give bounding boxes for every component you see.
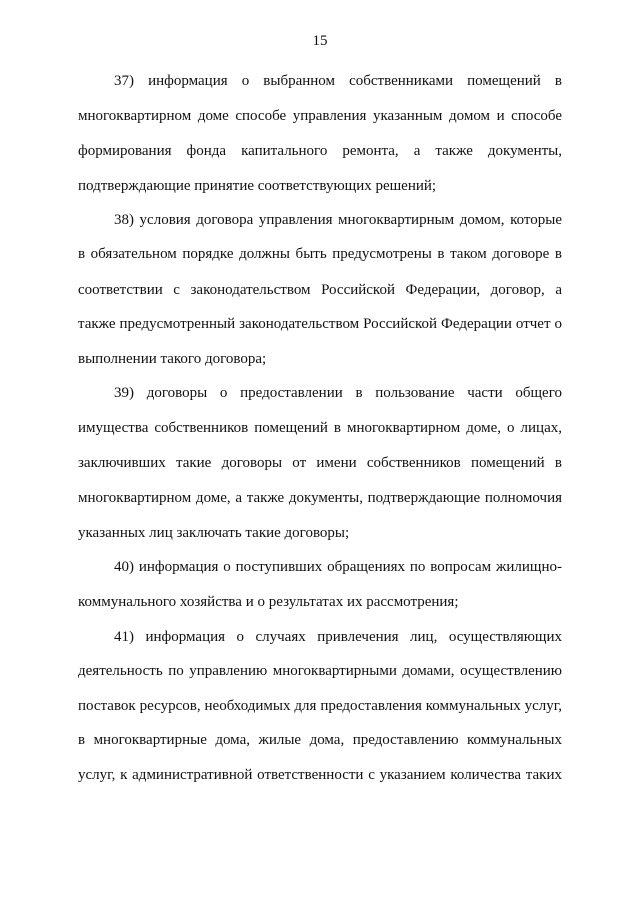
paragraph-39-line: многоквартирном доме, а также документы, подтверждающие полномочия: [78, 490, 562, 506]
paragraph-39-line: 39) договоры о предоставлении в пользование части общего: [114, 385, 562, 401]
paragraph-40-line: коммунального хозяйства и о результатах их рассмотрения;: [78, 594, 459, 610]
paragraph-37-line: многоквартирном доме способе управления указанным домом и способе: [78, 108, 562, 124]
paragraph-37-line: 37) информация о выбранном собственниками помещений в: [114, 73, 562, 89]
page-number: 15: [312, 33, 328, 49]
paragraph-37-line: подтверждающие принятие соответствующих решений;: [78, 178, 437, 194]
paragraph-38-line: соответствии с законодательством Российской Федерации, договор, а: [78, 282, 562, 298]
paragraph-41-line: услуг, к административной ответственности с указанием количества таких: [78, 767, 562, 783]
paragraph-39-line: имущества собственников помещений в многоквартирном доме, о лицах,: [78, 420, 562, 436]
paragraph-41-line: поставок ресурсов, необходимых для предоставления коммунальных услуг,: [78, 698, 562, 714]
paragraph-37-line: формирования фонда капитального ремонта, а также документы,: [78, 143, 562, 159]
paragraph-41-line: деятельность по управлению многоквартирными домами, осуществлению: [78, 663, 562, 679]
paragraph-38-line: 38) условия договора управления многоквартирным домом, которые: [114, 212, 562, 228]
paragraph-40-line: 40) информация о поступивших обращениях по вопросам жилищно-: [114, 559, 562, 575]
paragraph-39-line: указанных лиц заключать такие договоры;: [78, 525, 350, 541]
paragraph-41-line: 41) информация о случаях привлечения лиц, осуществляющих: [114, 629, 562, 645]
paragraph-38-line: выполнении такого договора;: [78, 351, 267, 367]
paragraph-38-line: также предусмотренный законодательством Российской Федерации отчет о: [78, 316, 562, 332]
paragraph-38-line: в обязательном порядке должны быть предусмотрены в таком договоре в: [78, 246, 562, 262]
paragraph-41-line: в многоквартирные дома, жилые дома, предоставлению коммунальных: [78, 732, 562, 748]
paragraph-39-line: заключивших такие договоры от имени собственников помещений в: [78, 455, 562, 471]
